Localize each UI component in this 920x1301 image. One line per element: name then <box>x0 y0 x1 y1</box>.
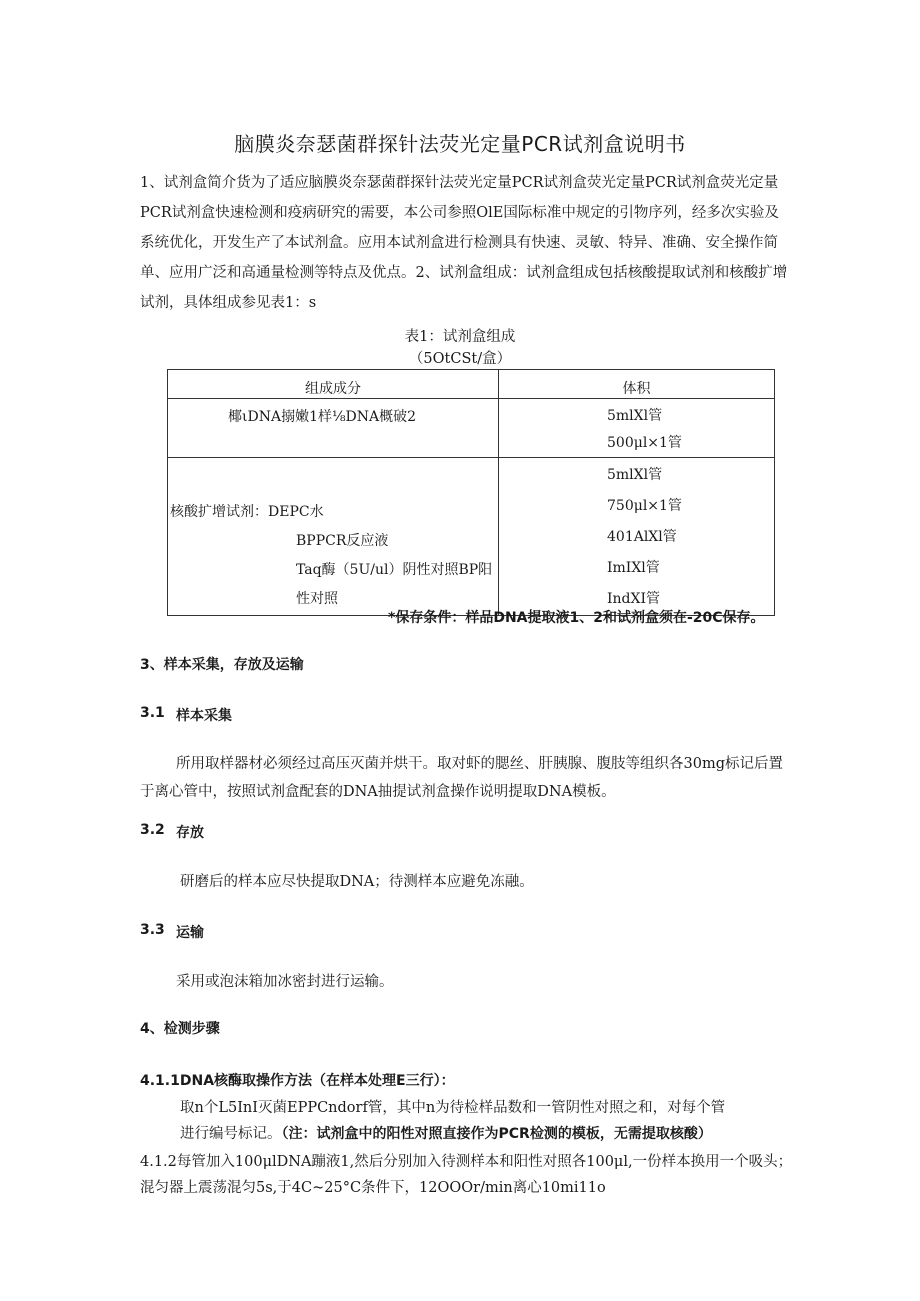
table-row-extraction <box>168 399 775 458</box>
section411-line-1: 取n个L5InI灭菌EPPCndorf管，其中n为待检样品数和一管阴性对照之和，对每个管 <box>180 1100 726 1116</box>
component-line: Taq酶（5U/ul）阴性对照BP阳 <box>296 562 493 578</box>
section31-number: 3.1 <box>140 705 165 721</box>
section4-heading: 4、检测步骤 <box>140 1021 220 1037</box>
table-row-amplification <box>168 458 775 616</box>
volume-item: 5mlXl管 <box>607 467 663 483</box>
intro-line-2: PCR试剂盒快速检测和疫病研究的需要，本公司参照OlE国际标准中规定的引物序列，经多次实验及 <box>140 205 779 221</box>
section411-note: （注：试剂盒中的阳性对照直接作为PCR检测的模板，无需提取核酸） <box>281 1126 712 1142</box>
section33-heading: 运输 <box>176 925 204 941</box>
table-header-row <box>168 370 775 399</box>
cell-amplification-component <box>168 458 499 616</box>
intro-line-4: 单、应用广泛和高通量检测等特点及优点。2、试剂盒组成：试剂盒组成包括核酸提取试剂和核酸扩增 <box>140 265 788 281</box>
component-line: 性对照 <box>296 591 338 607</box>
section31-line-1: 所用取样器材必须经过高压灭菌并烘干。取对虾的腮丝、肝胰腺、腹肢等组织各30mg标记后置 <box>176 756 783 772</box>
table-caption: 表1：试剂盒组成 <box>404 329 516 345</box>
volume-item: 401AlXl管 <box>607 529 677 545</box>
section32-text: 研磨后的样本应尽快提取DNA；待测样本应避免冻融。 <box>180 874 534 890</box>
section411-line-2-text: 进行编号标记。 <box>180 1126 282 1142</box>
volume-item: 5mlXl管 <box>607 408 663 424</box>
section33-number: 3.3 <box>140 922 165 938</box>
section33-text: 采用或泡沫箱加冰密封进行运输。 <box>176 974 394 990</box>
volume-item: 500μl×1管 <box>607 435 682 451</box>
intro-line-1: 1、试剂盒简介货为了适应脑膜炎奈瑟菌群探针法荧光定量PCR试剂盒荧光定量PCR试剂盒荧光定量 <box>140 175 779 191</box>
section411-heading: 4.1.1DNA核酶取操作方法（在样本处理E三行）： <box>140 1073 455 1089</box>
cell-extraction-component: 椰ιDNA搦嫩1样⅛DNA概破2 <box>168 399 499 458</box>
volume-item: ImIXl管 <box>607 560 660 576</box>
page-title: 脑膜炎奈瑟菌群探针法荧光定量PCR试剂盒说明书 <box>234 132 686 156</box>
header-component: 组成成分 <box>168 370 499 399</box>
volume-item: IndXI管 <box>607 591 661 607</box>
section32-heading: 存放 <box>176 825 204 841</box>
cell-extraction-volume <box>499 399 775 458</box>
section412-line-1: 4.1.2每管加入100μlDNA蹦液1,然后分别加入待测样本和阳性对照各100μl,一份样本换用一个吸头； <box>140 1154 793 1170</box>
intro-line-5: 试剂，具体组成参见表1：s <box>140 295 317 311</box>
component-line: 核酸扩增试剂：DEPC水 <box>170 504 324 520</box>
cell-amplification-volume <box>499 458 775 616</box>
header-volume: 体积 <box>499 370 775 399</box>
storage-note: *保存条件：样品DNA提取液1、2和试剂盒须在-20C保存。 <box>388 610 765 626</box>
volume-item: 750μl×1管 <box>607 498 682 514</box>
section412-line-2: 混匀器上震荡混匀5s,于4C~25°C条件下，12OOOr/min离心10mi11o <box>140 1180 606 1196</box>
section411-line-2 <box>180 1122 712 1143</box>
component-line: BPPCR反应液 <box>296 533 389 549</box>
section31-heading: 样本采集 <box>176 708 232 724</box>
section31-line-2: 于离心管中，按照试剂盒配套的DNA抽提试剂盒操作说明提取DNA模板。 <box>140 784 616 800</box>
section3-heading: 3、样本采集，存放及运输 <box>140 657 304 673</box>
section32-number: 3.2 <box>140 822 165 838</box>
kit-composition-table <box>167 369 775 616</box>
table-subcaption: （5OtCSt/盒） <box>408 351 512 367</box>
intro-line-3: 系统优化，开发生产了本试剂盒。应用本试剂盒进行检测具有快速、灵敏、特异、准确、安全操作简 <box>140 235 778 251</box>
